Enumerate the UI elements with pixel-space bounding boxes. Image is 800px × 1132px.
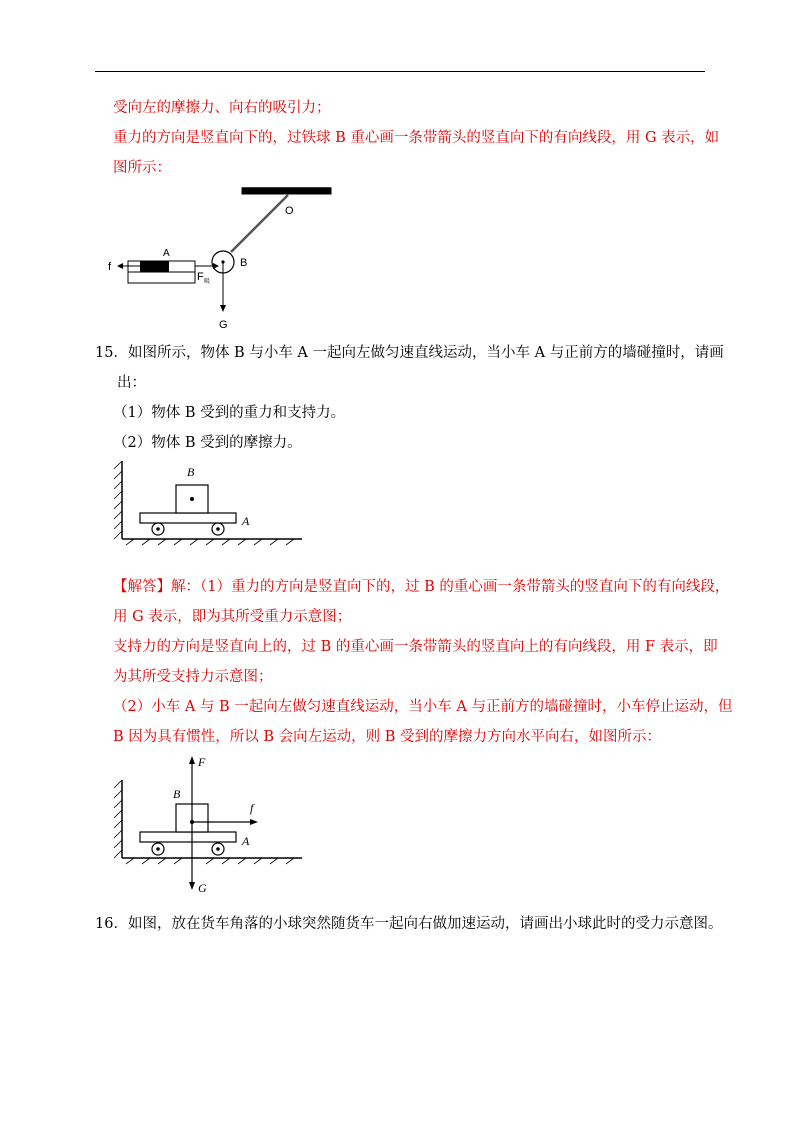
label-f: f <box>250 801 254 815</box>
answer-line-1-text: 解：（1）重力的方向是竖直向下的，过 B 的重心画一条带箭头的竖直向下的有向线段， <box>171 579 730 595</box>
label-f: f <box>108 261 112 273</box>
answer-line-5: （2）小车 A 与 B 一起向左做匀速直线运动，当小车 A 与正前方的墙碰撞时，小车停止运动，但 <box>113 699 733 715</box>
label-F: F <box>198 755 206 769</box>
label-A: A <box>242 834 250 848</box>
magnet-dark-pole <box>140 261 169 272</box>
label-B: B <box>187 465 195 479</box>
q15-item-1: （1）物体 B 受到的重力和支持力。 <box>113 405 346 421</box>
label-G: G <box>198 881 207 895</box>
label-A: A <box>242 514 250 528</box>
label-A: A <box>163 248 170 259</box>
label-F-sub: 吸 <box>204 279 211 285</box>
cart-body <box>140 832 236 842</box>
q15-item-2: （2）物体 B 受到的摩擦力。 <box>113 435 302 451</box>
ground-hatch <box>126 539 294 545</box>
answer-line-2: 用 G 表示，即为其所受重力示意图； <box>113 609 352 625</box>
label-F: F <box>197 271 204 283</box>
intro-line-1: 受向左的摩擦力、向右的吸引力； <box>113 100 331 116</box>
intro-line-3: 图所示： <box>113 160 171 176</box>
answer-line-6: B 因为具有惯性，所以 B 会向左运动，则 B 受到的摩擦力方向水平向右，如图所示： <box>113 729 662 745</box>
q15-line-1: 15．如图所示，物体 B 与小车 A 一起向左做匀速直线运动，当小车 A 与正前方的墙碰撞时，请画 <box>95 345 724 361</box>
answer-line-4: 为其所受支持力示意图； <box>113 669 273 685</box>
figure-cart-question <box>112 457 312 547</box>
header-rule <box>95 71 705 72</box>
magnet-base <box>128 272 195 283</box>
cart-body <box>140 513 236 523</box>
label-B: B <box>240 257 248 269</box>
block-center-dot <box>190 820 194 824</box>
label-G: G <box>219 319 228 331</box>
string-line <box>231 195 288 252</box>
answer-line-3: 支持力的方向是竖直向上的，过 B 的重心画一条带箭头的竖直向上的有向线段，用 F 表示，即 <box>113 639 718 655</box>
wall-hatch <box>114 461 122 539</box>
figure-cart-answer <box>112 752 312 898</box>
q16-line-1: 16．如图，放在货车角落的小球突然随货车一起向右做加速运动，请画出小球此时的受力示意图。 <box>95 916 723 932</box>
wall-hatch <box>114 780 122 858</box>
ground-hatch <box>126 858 294 864</box>
answer-line-1 <box>113 577 729 597</box>
ceiling-hatch <box>242 188 331 194</box>
label-O: O <box>285 205 294 217</box>
block-center-dot <box>190 497 194 501</box>
label-B: B <box>173 787 181 801</box>
intro-line-2: 重力的方向是竖直向下的，过铁球 B 重心画一条带箭头的竖直向下的有向线段，用 G 表示，如 <box>113 130 720 146</box>
q15-line-2: 出： <box>117 375 146 391</box>
figure-magnet-ball <box>105 182 345 334</box>
answer-tag: 【解答】 <box>113 579 171 595</box>
